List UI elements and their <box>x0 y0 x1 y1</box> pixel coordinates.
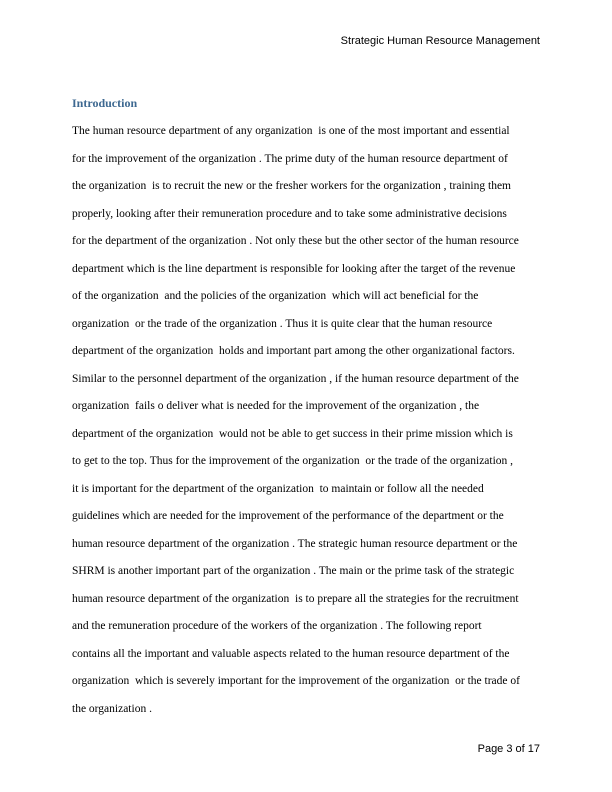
paragraph-line: the organization is to recruit the new or the fresher workers for the organization , training them <box>72 180 511 192</box>
running-header: Strategic Human Resource Management <box>340 35 540 47</box>
paragraph-line: department which is the line department is responsible for looking after the target of the revenue <box>72 262 516 275</box>
paragraph-line: organization which is severely important for the improvement of the organization or the trade of <box>72 675 520 687</box>
paragraph-line: The human resource department of any organization is one of the most important and essential <box>72 125 510 137</box>
paragraph-line: human resource department of the organization . The strategic human resource department or the <box>72 537 518 550</box>
page-number: Page 3 of 17 <box>477 743 540 755</box>
paragraph-line: to get to the top. Thus for the improvement of the organization or the trade of the organization , <box>72 455 514 467</box>
paragraph-line: human resource department of the organization is to prepare all the strategies for the recruitment <box>72 592 519 605</box>
paragraph-line: department of the organization would not be able to get success in their prime mission which is <box>72 427 513 440</box>
paragraph-line: for the department of the organization . Not only these but the other sector of the human resource <box>72 235 519 247</box>
paragraph-line: department of the organization holds and important part among the other organizational factors. <box>72 345 515 357</box>
body-paragraph <box>72 121 542 726</box>
paragraph-line: properly, looking after their remuneration procedure and to take some administrative decisions <box>72 207 507 220</box>
paragraph-line: organization or the trade of the organization . Thus it is quite clear that the human resource <box>72 317 493 330</box>
paragraph-line: SHRM is another important part of the organization . The main or the prime task of the strategic <box>72 565 515 577</box>
paragraph-line: contains all the important and valuable aspects related to the human resource department of the <box>72 647 510 660</box>
paragraph-line: the organization . <box>72 702 152 715</box>
paragraph-line: Similar to the personnel department of the organization , if the human resource department of the <box>72 372 519 385</box>
paragraph-line: guidelines which are needed for the improvement of the performance of the department or the <box>72 510 504 522</box>
paragraph-line: and the remuneration procedure of the workers of the organization . The following report <box>72 620 482 632</box>
section-heading: Introduction <box>72 96 138 110</box>
paragraph-line: organization fails o deliver what is needed for the improvement of the organization , the <box>72 400 480 412</box>
paragraph-line: it is important for the department of the organization to maintain or follow all the needed <box>72 482 484 495</box>
paragraph-line: for the improvement of the organization . The prime duty of the human resource department of <box>72 152 508 165</box>
paragraph-line: of the organization and the policies of the organization which will act beneficial for the <box>72 290 479 302</box>
